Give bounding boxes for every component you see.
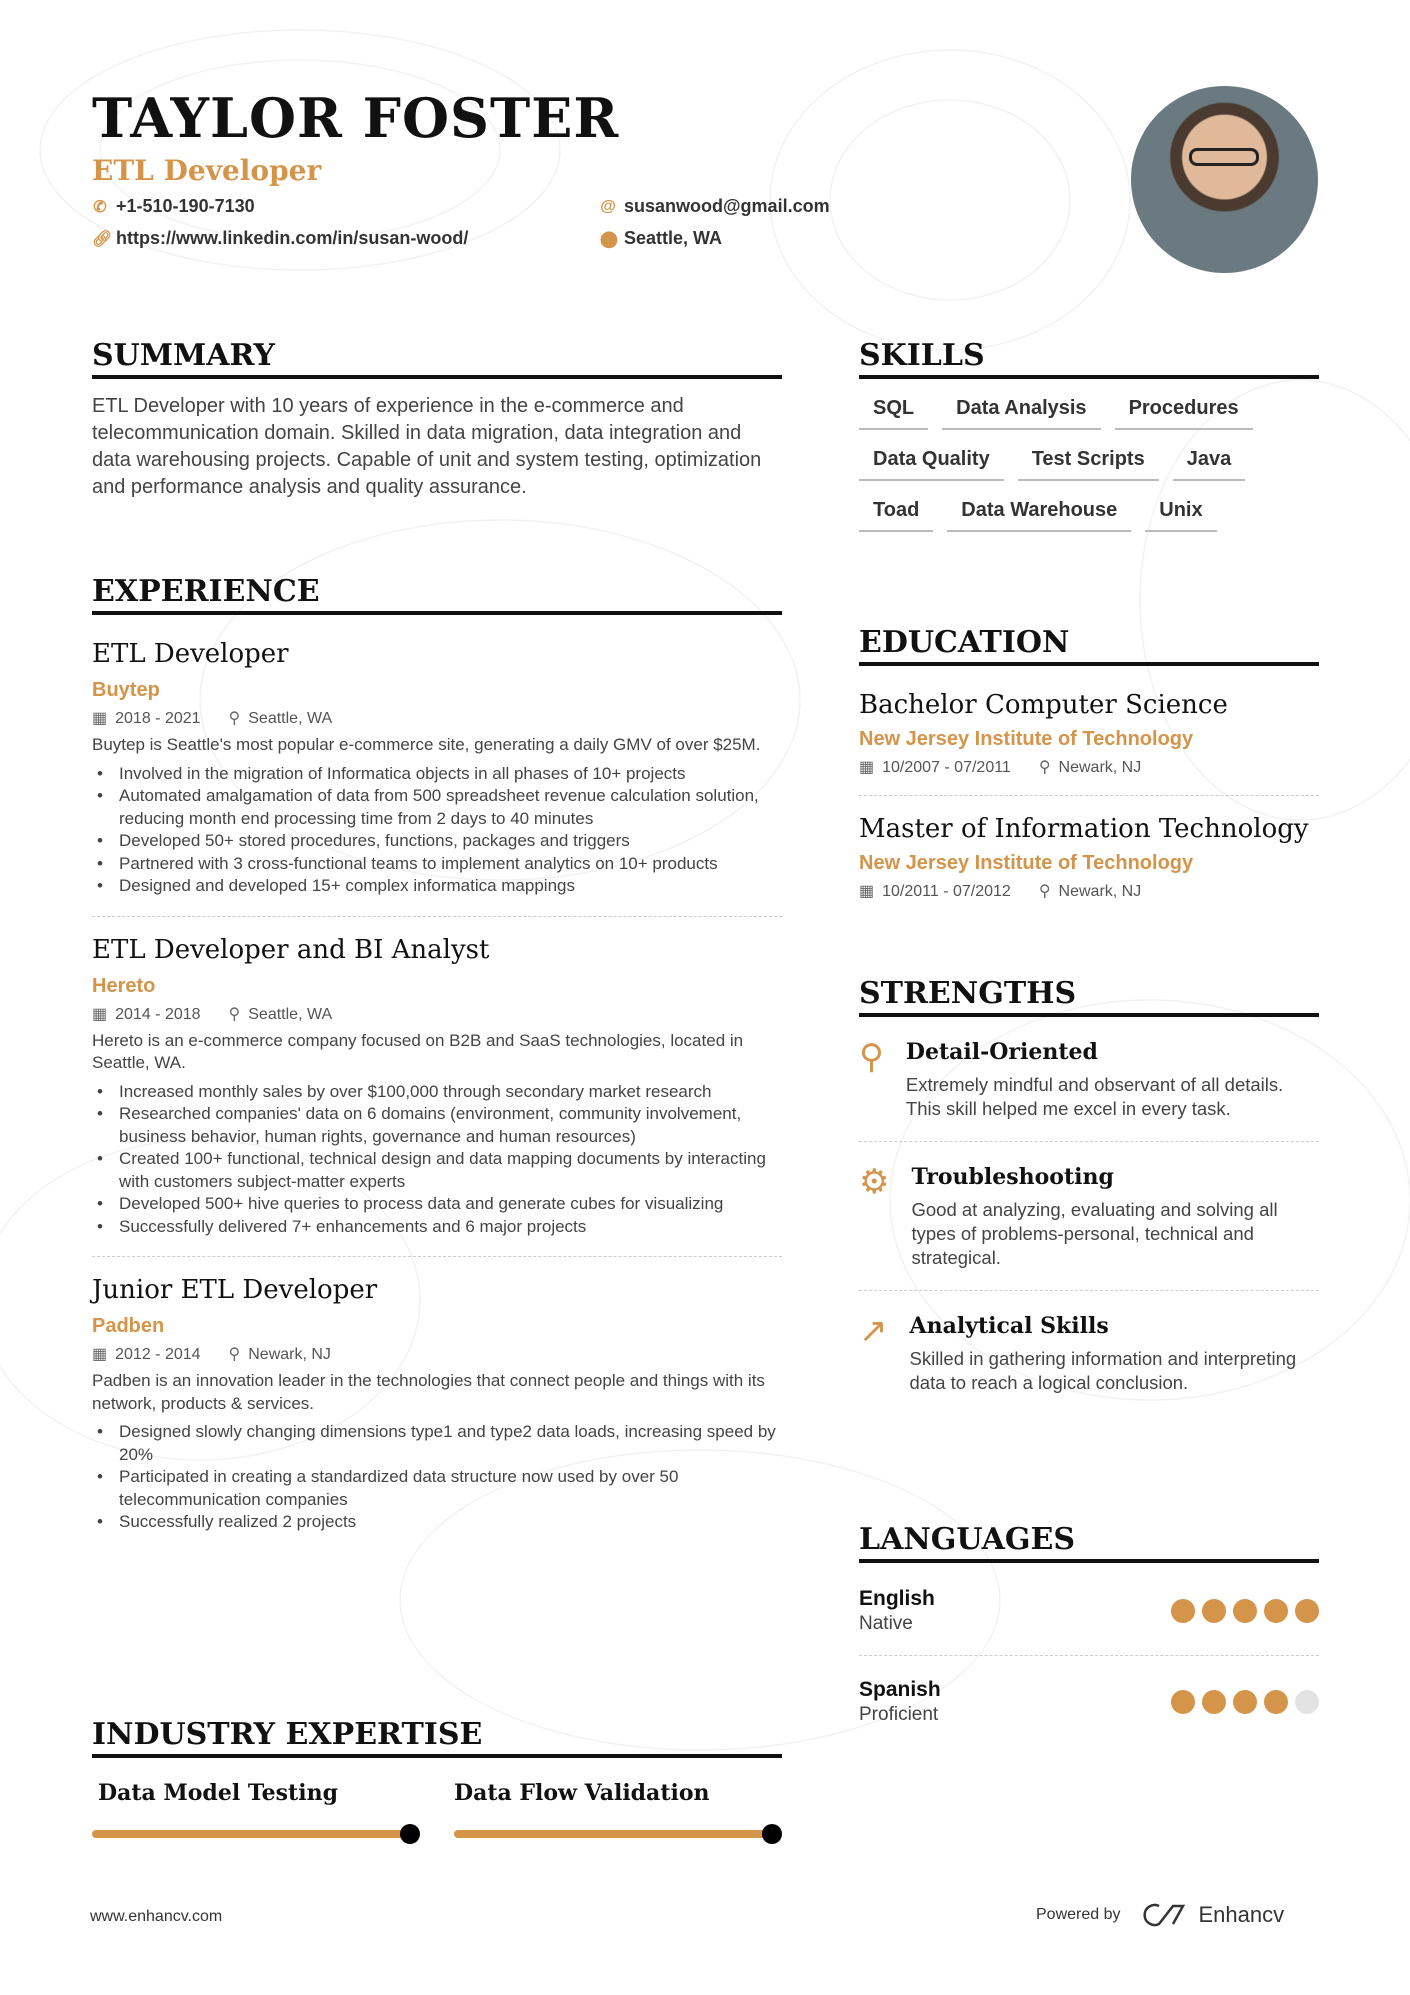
- divider: [92, 1256, 782, 1257]
- at-icon: @: [600, 197, 616, 215]
- job-location: Seattle, WA: [248, 1005, 333, 1023]
- gears-icon: ⚙: [859, 1163, 890, 1201]
- company-description: Hereto is an e-commerce company focused on B2B and SaaS technologies, located in Seattle, WA.: [92, 1030, 744, 1072]
- school: New Jersey Institute of Technology: [859, 852, 1194, 874]
- proficiency-dot: [1233, 1690, 1257, 1714]
- job-entry: [92, 1275, 782, 1534]
- job-title: ETL Developer and BI Analyst: [92, 934, 490, 965]
- achievement-bullet: • Researched companies' data on 6 domains (environment, community involvement, business behavior, human rights, governance and human resources): [92, 1103, 782, 1148]
- experience-section: [92, 574, 782, 1534]
- skill-tag: Data Warehouse: [947, 499, 1131, 532]
- calendar-icon: ▦: [859, 759, 875, 776]
- linkedin-link[interactable]: 🔗︎ https://www.linkedin.com/in/susan-wood/: [92, 228, 469, 248]
- education-heading: EDUCATION: [859, 625, 1319, 666]
- divider: [859, 1141, 1319, 1142]
- proficiency-dot: [1233, 1599, 1257, 1623]
- strategy-icon: ↗: [859, 1312, 888, 1350]
- email[interactable]: @ susanwood@gmail.com: [600, 196, 830, 216]
- education-entry: Master of Information Technology New Jersey Institute of Technology ▦ 10/2011 - 07/2012 ⚲ Newark, NJ: [859, 814, 1319, 901]
- proficiency-dot: [1295, 1599, 1319, 1623]
- strength-item: ⚲ Detail-Oriented Extremely mindful and observant of all details. This skill helped me excel in every task.: [859, 1038, 1284, 1119]
- company-name: Hereto: [92, 974, 156, 997]
- job-location: Newark, NJ: [248, 1346, 331, 1363]
- strength-item: ↗ Analytical Skills Skilled in gathering information and interpreting data to reach a logical conclusion.: [859, 1312, 1297, 1393]
- achievement-bullet: • Developed 500+ hive queries to process data and generate cubes for visualizing: [92, 1193, 782, 1216]
- skill-tag: Data Analysis: [942, 397, 1100, 430]
- location: ⬤ Seattle, WA: [600, 228, 723, 248]
- location-pin-icon: ⬤: [600, 230, 618, 248]
- experience-heading: EXPERIENCE: [92, 574, 782, 615]
- skill-tag: Data Quality: [859, 448, 1004, 481]
- location-pin-icon: ⚲: [228, 710, 241, 727]
- expertise-item: Data Model Testing: [92, 1780, 412, 1838]
- enhancv-logo-icon: [1143, 1902, 1189, 1928]
- achievement-bullet: • Automated amalgamation of data from 500 spreadsheet revenue calculation solution, reducing month end processing time from 2 days to 40 minutes: [92, 785, 782, 830]
- proficiency-dot: [1171, 1690, 1195, 1714]
- achievement-bullet: • Created 100+ functional, technical design and data mapping documents by interacting with customers subject-matter experts: [92, 1148, 782, 1193]
- divider: [92, 916, 782, 917]
- divider: [859, 1655, 1319, 1656]
- achievement-bullet: • Participated in creating a standardized data structure now used by over 50 telecommunication companies: [92, 1466, 782, 1511]
- location-pin-icon: ⚲: [1038, 759, 1051, 776]
- job-location: Seattle, WA: [248, 710, 333, 727]
- proficiency-dot: [1202, 1690, 1226, 1714]
- expertise-item: Data Flow Validation: [454, 1780, 774, 1838]
- location-pin-icon: ⚲: [1038, 883, 1051, 900]
- divider: [859, 1290, 1319, 1291]
- industry-section: [92, 1717, 782, 1838]
- calendar-icon: ▦: [92, 1005, 108, 1023]
- achievement-bullet: • Designed and developed 15+ complex informatica mappings: [92, 875, 782, 898]
- achievement-bullet: • Involved in the migration of Informatica objects in all phases of 10+ projects: [92, 763, 782, 786]
- proficiency-dot: [1202, 1599, 1226, 1623]
- company-name: Padben: [92, 1315, 165, 1337]
- skills-heading: SKILLS: [859, 338, 1319, 379]
- achievement-bullet: • Partnered with 3 cross-functional teams to implement analytics on 10+ products: [92, 853, 782, 876]
- job-title: ETL Developer: [92, 639, 289, 669]
- calendar-icon: ▦: [859, 883, 875, 900]
- job-entry: [92, 639, 782, 898]
- proficiency-dots: [1171, 1690, 1319, 1714]
- bar-knob: [762, 1824, 782, 1844]
- summary-heading: SUMMARY: [92, 338, 782, 379]
- skill-tag: Procedures: [1115, 397, 1253, 430]
- language-item: Spanish Proficient: [859, 1678, 1319, 1726]
- bar-knob: [400, 1824, 420, 1844]
- achievement-bullet: • Designed slowly changing dimensions type1 and type2 data loads, increasing speed by 20%: [92, 1421, 782, 1466]
- language-item: English Native: [859, 1587, 1319, 1635]
- job-entry: [92, 935, 782, 1239]
- calendar-icon: ▦: [92, 1346, 108, 1363]
- achievement-bullet: • Successfully realized 2 projects: [92, 1511, 782, 1534]
- avatar: [1131, 86, 1318, 273]
- proficiency-dot: [1171, 1599, 1195, 1623]
- job-title: Junior ETL Developer: [92, 1275, 378, 1305]
- proficiency-dot: [1295, 1690, 1319, 1714]
- achievement-bullet: • Increased monthly sales by over $100,000 through secondary market research: [92, 1081, 782, 1104]
- job-dates: 2018 - 2021: [115, 710, 201, 727]
- candidate-role: ETL Developer: [92, 154, 322, 187]
- summary-text: ETL Developer with 10 years of experience in the e-commerce and telecommunication domain. Skilled in data migration, data integration and data warehousing projects. Capable of unit and system testing, optimization and performance analysis and quality assurance.: [92, 395, 762, 498]
- footer-site[interactable]: www.enhancv.com: [90, 1908, 223, 1925]
- strengths-heading: STRENGTHS: [859, 976, 1319, 1017]
- location-pin-icon: ⚲: [228, 1005, 241, 1023]
- candidate-name: TAYLOR FOSTER: [92, 86, 620, 150]
- school: New Jersey Institute of Technology: [859, 728, 1194, 750]
- job-dates: 2014 - 2018: [115, 1005, 201, 1023]
- divider: [859, 795, 1319, 796]
- skill-tag: Test Scripts: [1018, 448, 1159, 481]
- skill-tag: Unix: [1145, 499, 1216, 532]
- education-entry: Bachelor Computer Science New Jersey Institute of Technology ▦ 10/2007 - 07/2011 ⚲ Newark, NJ: [859, 690, 1319, 777]
- achievement-bullet: • Developed 50+ stored procedures, functions, packages and triggers: [92, 830, 782, 853]
- industry-heading: INDUSTRY EXPERTISE: [92, 1717, 782, 1758]
- phone-icon: ✆: [93, 198, 107, 216]
- languages-heading: LANGUAGES: [859, 1522, 1319, 1563]
- link-icon: 🔗︎: [92, 230, 113, 248]
- company-description: Buytep is Seattle's most popular e-commerce site, generating a daily GMV of over $25M.: [92, 735, 761, 754]
- degree: Master of Information Technology: [859, 814, 1309, 844]
- expertise-bar: [92, 1830, 412, 1838]
- magnifier-icon: ⚲: [859, 1038, 884, 1076]
- job-dates: 2012 - 2014: [115, 1346, 201, 1363]
- company-description: Padben is an innovation leader in the technologies that connect people and things with its network, products & services.: [92, 1371, 765, 1413]
- degree: Bachelor Computer Science: [859, 690, 1228, 720]
- strength-item: ⚙ Troubleshooting Good at analyzing, evaluating and solving all types of problems-personal, technical and strategical.: [859, 1163, 1278, 1268]
- proficiency-dot: [1264, 1599, 1288, 1623]
- calendar-icon: ▦: [92, 710, 108, 727]
- skill-tag: Toad: [859, 499, 933, 532]
- skill-tag: SQL: [859, 397, 928, 430]
- proficiency-dots: [1171, 1599, 1319, 1623]
- location-pin-icon: ⚲: [228, 1346, 241, 1363]
- footer-brand: Powered by Enhancv: [1036, 1902, 1285, 1927]
- phone: ✆ +1-510-190-7130: [93, 196, 255, 216]
- achievement-bullet: • Successfully delivered 7+ enhancements and 6 major projects: [92, 1216, 782, 1239]
- company-name: Buytep: [92, 679, 160, 701]
- expertise-bar: [454, 1830, 774, 1838]
- skill-tag: Java: [1173, 448, 1246, 481]
- proficiency-dot: [1264, 1690, 1288, 1714]
